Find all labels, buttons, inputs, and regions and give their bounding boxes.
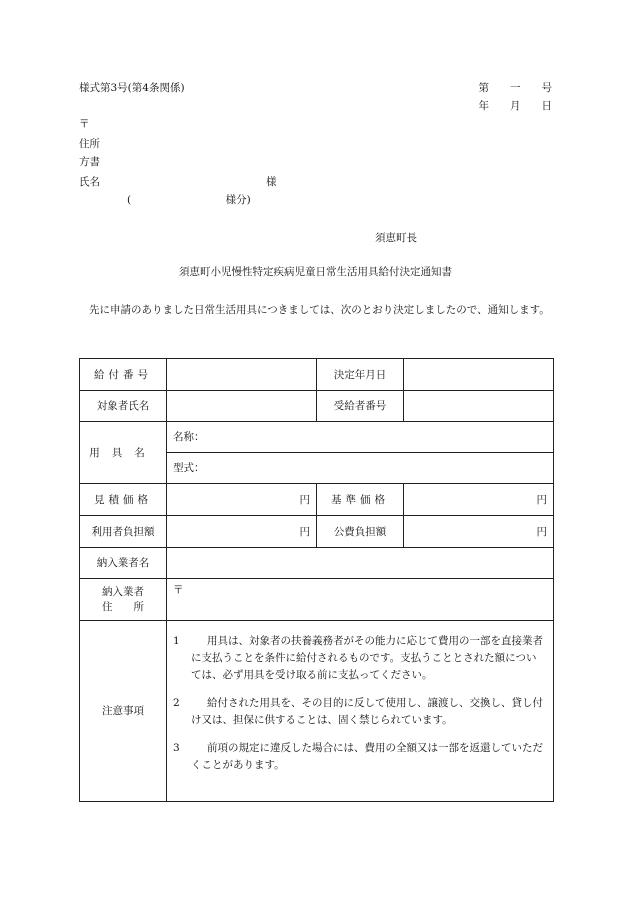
standard-price-field[interactable] [404,484,554,516]
notes-cell [167,621,554,802]
vendor-address-label-line1: 納入業者 [102,585,144,598]
user-burden-field[interactable] [167,516,317,548]
model-label: 型式： [173,462,205,474]
estimate-price-label: 見積価格 [80,484,167,516]
note-number: 3 [173,742,180,754]
vendor-address-label [80,579,167,621]
equipment-name-label: 用具名 [80,422,167,484]
vendor-name-field[interactable] [167,548,554,579]
intro-paragraph: 先に申請のありました日常生活用具につきましては、次のとおり決定しましたので、通知します。 [89,304,550,316]
vendor-address-label-line2: 住 所 [102,600,144,613]
benefit-number-field[interactable] [167,359,317,391]
yen-unit: 円 [299,525,310,538]
note-text: 前項の規定に違反した場合には、費用の全額又は一部を返還していただくことがあります。 [191,742,543,771]
vendor-address-field[interactable] [167,579,554,621]
postal-mark: 〒 [79,118,90,130]
vendor-name-label: 納入業者名 [80,548,167,579]
note-item [173,740,545,774]
equipment-product-name-field[interactable] [167,422,554,453]
yen-unit: 円 [536,525,547,538]
note-text: 用具は、対象者の扶養義務者がその能力に応じて費用の一部を直接業者に支払うことを条件に給付されるものです。支払うこととされた額については、必ず用具を受け取る前に支払ってください。 [191,635,543,681]
benefit-table [79,358,554,802]
note-item [173,633,545,684]
document-number: 第 一 号 [478,82,552,94]
note-item [173,695,545,729]
decision-date-field[interactable] [404,359,554,391]
note-number: 1 [173,635,180,647]
recipient-number-field[interactable] [404,391,554,422]
public-burden-field[interactable] [404,516,554,548]
equipment-model-field[interactable] [167,453,554,484]
user-burden-label: 利用者負担額 [80,516,167,548]
honorific: 様 [266,176,277,188]
note-number: 2 [173,697,180,709]
product-name-label: 名称： [173,431,205,443]
note-text: 給付された用具を、その目的に反して使用し、譲渡し、交換し、貸し付け又は、担保に供することは、固く禁じられています。 [191,697,543,726]
benefit-number-label: 給付番号 [80,359,167,391]
address-label: 住所 [79,138,100,150]
estimate-price-field[interactable] [167,484,317,516]
recipient-number-label: 受給者番号 [317,391,404,422]
care-of-label: 方書 [79,156,100,168]
issuer-name: 須恵町長 [375,232,417,244]
postal-mark: 〒 [173,584,184,596]
decision-date-label: 決定年月日 [317,359,404,391]
recipient-for-label: ( 様分) [127,194,251,206]
public-burden-label: 公費負担額 [317,516,404,548]
notes-label: 注意事項 [80,621,167,802]
subject-name-label: 対象者氏名 [80,391,167,422]
document-title: 須恵町小児慢性特定疾病児童日常生活用具給付決定通知書 [179,266,452,278]
form-number: 様式第3号(第4条関係) [79,82,185,94]
subject-name-field[interactable] [167,391,317,422]
standard-price-label: 基準価格 [317,484,404,516]
issue-date: 年 月 日 [478,100,552,112]
yen-unit: 円 [536,493,547,506]
name-label: 氏名 [79,176,100,188]
yen-unit: 円 [299,493,310,506]
